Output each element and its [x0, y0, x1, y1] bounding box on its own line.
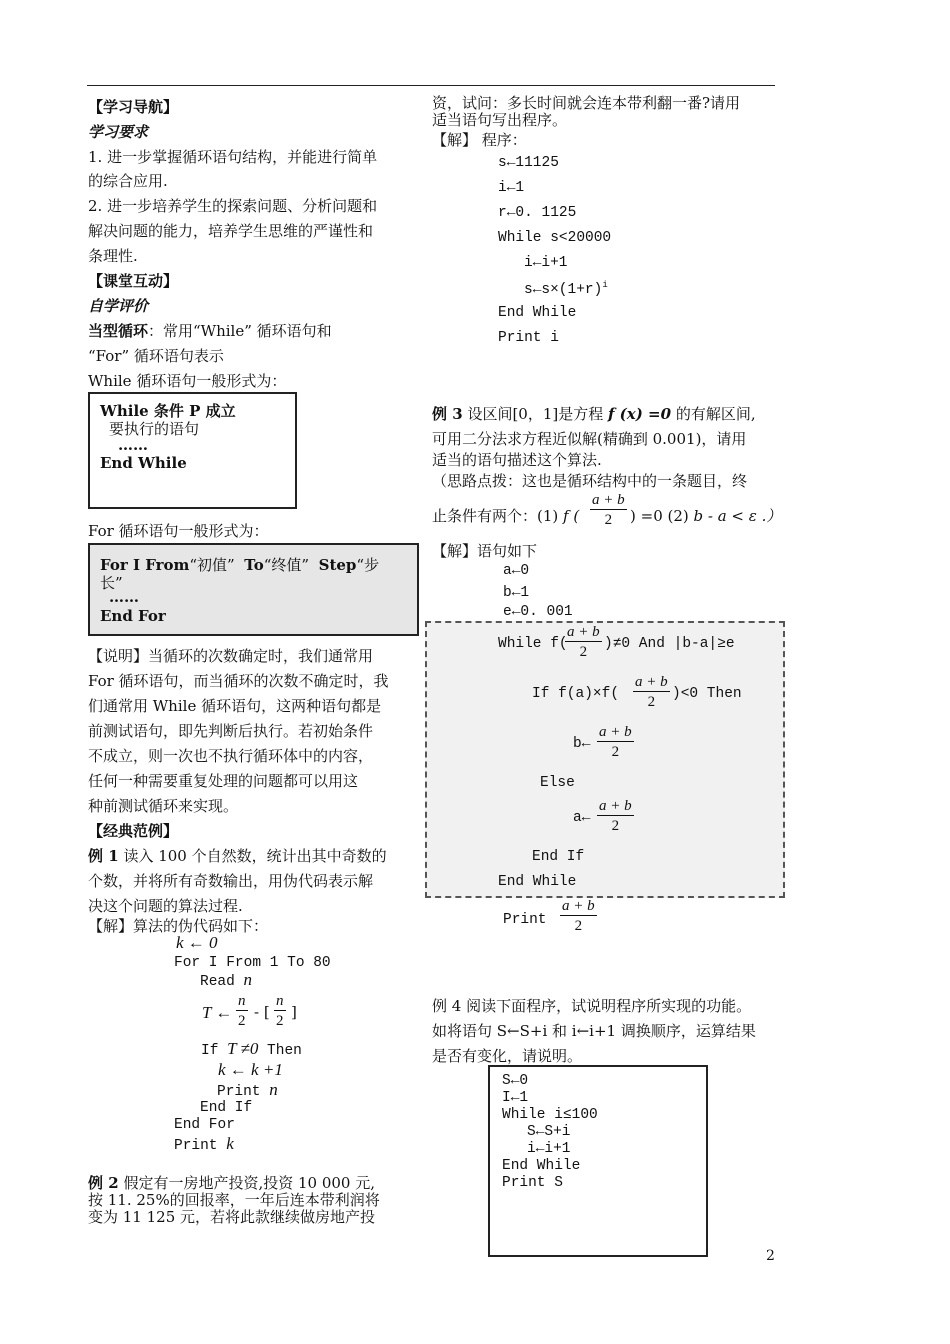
ex3-line1: 例 3 设区间[0，1]是方程 f (x) =0 的有解区间, — [432, 405, 756, 423]
for-box-line3: …… — [109, 588, 139, 606]
ex4-line1: 例 4 阅读下面程序，试说明程序所实现的功能。 — [432, 997, 752, 1015]
code4-line: S←0 — [502, 1073, 529, 1089]
code3-line: b←1 — [503, 585, 530, 601]
while-box-line: 要执行的语句 — [109, 420, 200, 438]
code3-endif: End If — [532, 849, 585, 865]
code3-frac: $\frac{a + b}{2}$ — [562, 898, 595, 934]
code1-frac1: $\frac{n}{2}$ — [238, 993, 246, 1029]
ex2-cont-line1: 资，试问：多长时间就会连本带利翻一番?请用 — [432, 94, 741, 112]
code2-line: r←0. 1125 — [498, 205, 577, 221]
ex2-solution: 【解】 程序： — [432, 131, 527, 149]
class-heading: 【课堂互动】 — [88, 272, 179, 290]
code3-if-a: If f(a)×f( — [532, 686, 620, 702]
header-rule — [87, 85, 775, 86]
for-box-line2: 长” — [100, 574, 123, 592]
note-line: 前测试语句，即先判断后执行。若初始条件 — [88, 722, 374, 740]
ex2-line2: 按 11. 25%的回报率，一年后连本带利润将 — [88, 1191, 380, 1209]
code3-line: e←0. 001 — [503, 604, 573, 620]
code1-line: k ← k +1 — [218, 1060, 283, 1079]
typical-loop-label: 当型循环 — [88, 322, 149, 340]
while-form-label: While 循环语句一般形式为： — [88, 372, 287, 390]
requirements-heading: 学习要求 — [88, 123, 149, 141]
ex2-line1: 例 2 假定有一房地产投资,投资 10 000 元, — [88, 1174, 375, 1192]
ex1-line3: 决这个问题的算法过程. — [88, 897, 243, 915]
typical-loop-text: ：常用“While” 循环语句和 — [148, 322, 332, 340]
code4-line: S←S+i — [527, 1124, 571, 1140]
code2-line: i←i+1 — [524, 255, 568, 271]
code2-line: i←1 — [498, 180, 525, 196]
code4-line: I←1 — [502, 1090, 529, 1106]
code1-printk: Print k — [174, 1134, 234, 1154]
ex2-line3: 变为 11 125 元，若将此款继续做房地产投 — [88, 1208, 376, 1226]
ex3-solution: 【解】语句如下 — [432, 542, 538, 560]
ex3-line3: 适当的语句描述这个算法. — [432, 451, 602, 469]
code1-bracket-close: ] — [291, 1003, 297, 1021]
code3-frac: $\frac{a + b}{2}$ — [599, 724, 632, 760]
code2-line: While s<20000 — [498, 230, 612, 246]
code3-print: Print — [503, 912, 547, 928]
req2-line2: 解决问题的能力，培养学生思维的严谨性和 — [88, 222, 374, 240]
code3-endwhile: End While — [498, 874, 577, 890]
code4-line: While i≤100 — [502, 1107, 598, 1123]
code4-line: Print S — [502, 1175, 563, 1191]
typical-loop-line — [88, 320, 332, 341]
req1-line1: 1. 进一步掌握循环语句结构，并能进行简单 — [88, 148, 378, 166]
examples-heading: 【经典范例】 — [88, 822, 179, 840]
code1-if: If T ≠0 Then — [201, 1039, 302, 1059]
note-line: 任何一种需要重复处理的问题都可以用这 — [88, 772, 359, 790]
code2-line: Print i — [498, 330, 559, 346]
while-box-line: While 条件 P 成立 — [100, 402, 236, 420]
code2-line: $s\leftarrow s\times(1+r)^i$ — [524, 280, 608, 298]
req2-line1: 2. 进一步培养学生的探索问题、分析问题和 — [88, 197, 378, 215]
ex4-code-box — [488, 1065, 708, 1257]
code3-while-a: While f( — [498, 636, 568, 652]
code1-frac2: $\frac{n}{2}$ — [276, 993, 284, 1029]
note-line: 种前测试循环来实现。 — [88, 797, 239, 815]
while-box-line: …… — [118, 436, 148, 454]
code3-if-b: )<0 Then — [672, 686, 742, 702]
ex3-label: 例 3 — [432, 405, 463, 423]
code1-line: For I From 1 To 80 — [174, 955, 331, 971]
for-form-label: For 循环语句一般形式为： — [88, 522, 269, 540]
code3-frac: $\frac{a + b}{2}$ — [567, 624, 600, 660]
note-line: 【说明】当循环的次数确定时，我们通常用 — [88, 647, 374, 665]
code1-print: Print n — [217, 1080, 278, 1100]
code1-line: k ← 0 — [176, 933, 218, 952]
ex3-fraction: $\frac{a + b}{2}$ — [592, 492, 625, 528]
code4-line: End While — [502, 1158, 581, 1174]
req1-line2: 的综合应用. — [88, 172, 168, 190]
ex3-line5-a: 止条件有两个：(1) f ( — [432, 507, 580, 525]
code1-bracket: - [ — [254, 1003, 270, 1021]
ex3-line2: 可用二分法求方程近似解(精确到 0.001)，请用 — [432, 430, 747, 448]
while-form-box — [88, 392, 297, 509]
ex4-line2: 如将语句 S←S+i 和 i←i+1 调换顺序，运算结果 — [432, 1022, 756, 1040]
note-line: For 循环语句，而当循环的次数不确定时，我 — [88, 672, 389, 690]
page-number: 2 — [766, 1248, 775, 1264]
ex4-line3: 是否有变化，请说明。 — [432, 1047, 583, 1065]
note-line: 们通常用 While 循环语句，这两种语句都是 — [88, 697, 382, 715]
while-box-line: End While — [100, 454, 187, 472]
code2-line: End While — [498, 305, 577, 321]
code4-line: i←i+1 — [527, 1141, 571, 1157]
req2-line3: 条理性. — [88, 247, 138, 265]
for-form-box — [88, 543, 419, 636]
code3-aset: a← — [573, 810, 591, 826]
ex3-line5-b: ) =0 (2) b - a < ε .） — [630, 507, 782, 525]
self-eval-heading: 自学评价 — [88, 297, 149, 315]
ex1-line2: 个数，并将所有奇数输出，用伪代码表示解 — [88, 872, 374, 890]
ex1-line1: 例 1 读入 100 个自然数，统计出其中奇数的 — [88, 847, 387, 865]
ex2-cont-line2: 适当语句写出程序。 — [432, 111, 568, 129]
code1-line: Read n — [200, 970, 253, 990]
code1-T: T ← — [202, 1003, 233, 1022]
code3-while-b: )≠0 And |b-a|≥e — [604, 636, 735, 652]
code3-else: Else — [540, 775, 575, 791]
code1-line: End If — [200, 1100, 253, 1116]
ex3-line4: （思路点拨：这也是循环结构中的一条题目，终 — [432, 472, 748, 490]
code1-line: End For — [174, 1117, 235, 1133]
code3-frac: $\frac{a + b}{2}$ — [635, 674, 668, 710]
ex2-label: 例 2 — [88, 1174, 119, 1192]
typical-loop-line2: “For” 循环语句表示 — [88, 347, 224, 365]
code2-line: s←11125 — [498, 155, 559, 171]
for-box-line4: End For — [100, 607, 166, 625]
for-box-line1: For I From“初值” To“终值” Step“步 — [100, 556, 380, 574]
code3-line: a←0 — [503, 563, 530, 579]
code3-frac: $\frac{a + b}{2}$ — [599, 798, 632, 834]
nav-heading: 【学习导航】 — [88, 98, 179, 116]
ex1-solution: 【解】算法的伪代码如下： — [88, 917, 269, 935]
code3-bset: b← — [573, 736, 591, 752]
note-line: 不成立，则一次也不执行循环体中的内容， — [88, 747, 374, 765]
ex1-label: 例 1 — [88, 847, 119, 865]
